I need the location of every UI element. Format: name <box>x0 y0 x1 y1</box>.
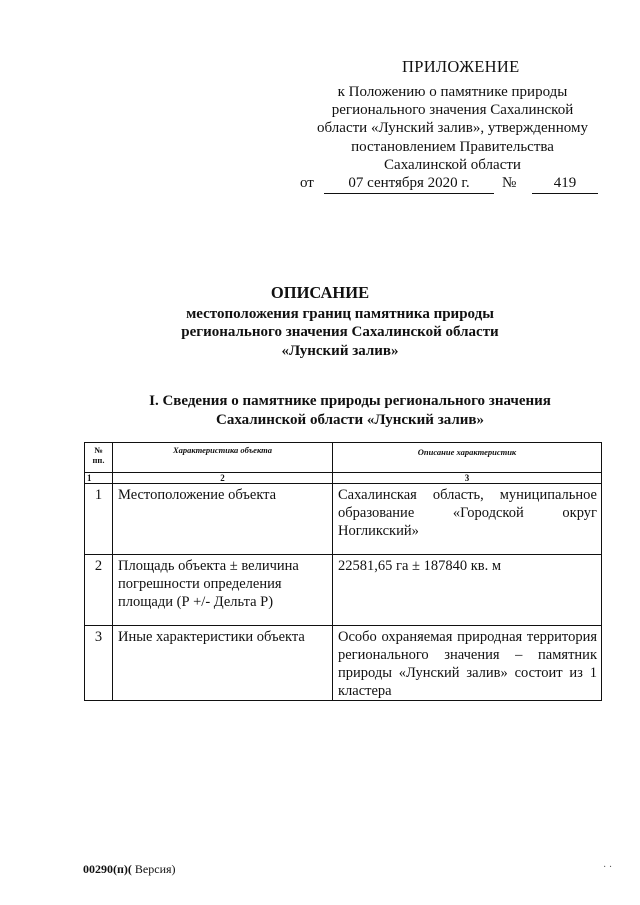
approval-date: 07 сентября 2020 г. <box>324 175 494 194</box>
date-label: от <box>300 175 314 191</box>
column-number: 1 <box>85 473 113 484</box>
object-info-table <box>84 442 602 701</box>
header-num: № пп. <box>85 443 113 473</box>
appendix-line: постановлением Правительства <box>351 138 554 155</box>
column-number: 2 <box>113 473 333 484</box>
column-number: 3 <box>333 473 602 484</box>
row-number: 1 <box>85 484 113 555</box>
row-characteristic: Площадь объекта ± величина погрешности определения площади (Р +/- Дельта Р) <box>113 555 333 626</box>
appendix-title: ПРИЛОЖЕНИЕ <box>402 57 520 76</box>
row-characteristic: Иные характеристики объекта <box>113 626 333 701</box>
section-title-line: Сахалинской области «Лунский залив» <box>215 411 485 428</box>
appendix-line: области «Лунский залив», утвержденному <box>317 120 588 137</box>
appendix-line: Сахалинской области <box>384 156 521 173</box>
row-number: 2 <box>85 555 113 626</box>
column-number-row <box>85 473 602 484</box>
appendix-reference <box>300 83 605 174</box>
header-characteristic: Характеристика объекта <box>113 443 333 473</box>
footer-marks: · · <box>603 862 613 873</box>
subtitle-line: регионального значения Сахалинской области <box>181 324 499 341</box>
number-label: № <box>502 175 517 191</box>
table-row <box>85 626 602 701</box>
row-description: Сахалинская область, муниципальное образование «Городской округ Ногликский» <box>333 484 602 555</box>
table-row <box>85 555 602 626</box>
row-number: 3 <box>85 626 113 701</box>
table-header-row <box>85 443 602 473</box>
header-description: Описание характеристик <box>333 443 602 473</box>
approval-number: 419 <box>532 175 598 194</box>
row-description: 22581,65 га ± 187840 кв. м <box>333 555 602 626</box>
section-title <box>0 392 640 429</box>
subtitle-line: местоположения границ памятника природы <box>186 306 494 322</box>
appendix-line: регионального значения Сахалинской <box>331 102 574 119</box>
row-characteristic: Местоположение объекта <box>113 484 333 555</box>
appendix-line: к Положению о памятнике природы <box>337 84 568 100</box>
document-subtitle <box>0 305 640 360</box>
document-title: ОПИСАНИЕ <box>270 283 370 302</box>
table-row <box>85 484 602 555</box>
section-title-line: I. Сведения о памятнике природы регионального значения <box>149 393 551 409</box>
footer-document-code: 00290(п)( Версия) <box>83 862 176 876</box>
subtitle-line: «Лунский залив» <box>281 342 399 359</box>
row-description: Особо охраняемая природная территория регионального значения – памятник природы «Лунский залив» состоит из 1 кластера <box>333 626 602 701</box>
